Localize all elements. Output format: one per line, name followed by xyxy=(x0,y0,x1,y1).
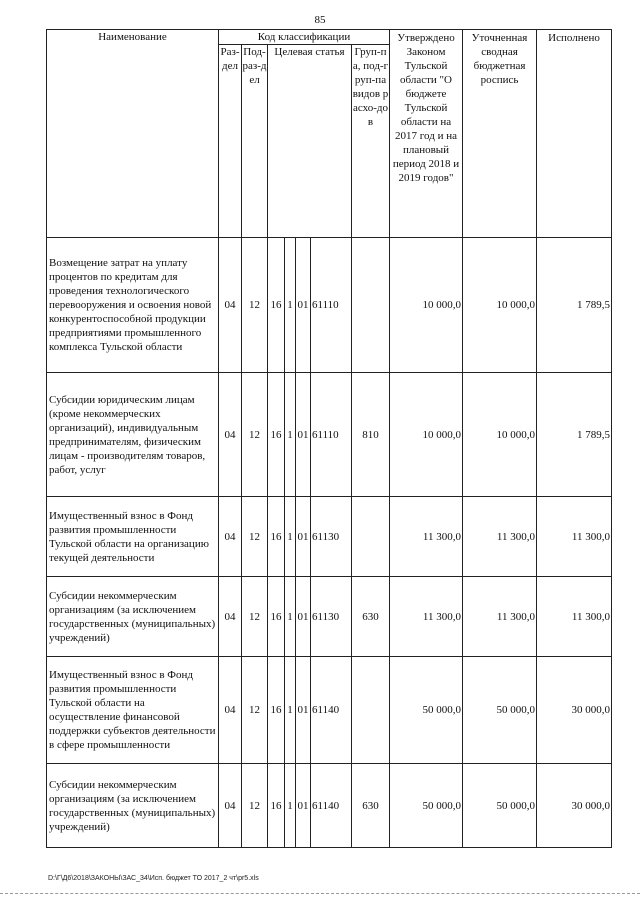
row-executed: 11 300,0 xyxy=(537,497,612,577)
row-subsection: 12 xyxy=(242,373,268,497)
row-name: Имущественный взнос в Фонд развития промышленности Тульской области на организацию текущей деятельности xyxy=(47,497,219,577)
row-approved: 10 000,0 xyxy=(390,373,463,497)
row-name: Субсидии юридическим лицам (кроме некоммерческих организаций), индивидуальным предпринимателям, физическим лицам - производителям товаров, работ, услуг xyxy=(47,373,219,497)
row-refined: 11 300,0 xyxy=(463,497,537,577)
row-section: 04 xyxy=(219,497,242,577)
header-refined: Уточненная сводная бюджетная роспись xyxy=(463,30,537,238)
row-section: 04 xyxy=(219,238,242,373)
row-name: Субсидии некоммерческим организациям (за исключением государственных (муниципальных) учреждений) xyxy=(47,577,219,657)
row-article-subprogram: 1 xyxy=(285,657,296,764)
row-name: Возмещение затрат на уплату процентов по кредитам для проведения технологического перевооружения и освоения новой конкурентоспособной продукции предприятиями промышленного комплекса Тульской области xyxy=(47,238,219,373)
row-refined: 11 300,0 xyxy=(463,577,537,657)
header-target-article: Целевая статья xyxy=(268,45,352,238)
table-row xyxy=(47,373,612,497)
row-article-event: 01 xyxy=(296,238,311,373)
header-code-group: Код классификации xyxy=(219,30,390,45)
row-article-program: 16 xyxy=(268,764,285,848)
row-article-event: 01 xyxy=(296,577,311,657)
row-article-direction: 61130 xyxy=(311,577,352,657)
page-edge-divider xyxy=(0,893,640,894)
row-expense-group xyxy=(352,238,390,373)
row-section: 04 xyxy=(219,577,242,657)
row-article-program: 16 xyxy=(268,577,285,657)
row-article-event: 01 xyxy=(296,497,311,577)
row-article-subprogram: 1 xyxy=(285,764,296,848)
row-approved: 50 000,0 xyxy=(390,657,463,764)
row-article-direction: 61140 xyxy=(311,657,352,764)
row-subsection: 12 xyxy=(242,497,268,577)
row-article-direction: 61110 xyxy=(311,373,352,497)
row-subsection: 12 xyxy=(242,764,268,848)
budget-execution-table xyxy=(46,29,612,848)
row-article-event: 01 xyxy=(296,657,311,764)
row-executed: 1 789,5 xyxy=(537,373,612,497)
row-article-subprogram: 1 xyxy=(285,238,296,373)
row-article-subprogram: 1 xyxy=(285,373,296,497)
row-executed: 30 000,0 xyxy=(537,657,612,764)
row-article-program: 16 xyxy=(268,497,285,577)
header-subsection: Под-раз-дел xyxy=(242,45,268,238)
row-section: 04 xyxy=(219,764,242,848)
row-refined: 10 000,0 xyxy=(463,238,537,373)
row-subsection: 12 xyxy=(242,657,268,764)
row-article-direction: 61140 xyxy=(311,764,352,848)
row-article-subprogram: 1 xyxy=(285,497,296,577)
header-executed: Исполнено xyxy=(537,30,612,238)
row-executed: 30 000,0 xyxy=(537,764,612,848)
page-number: 85 xyxy=(314,14,326,26)
row-section: 04 xyxy=(219,373,242,497)
row-approved: 11 300,0 xyxy=(390,497,463,577)
row-expense-group: 810 xyxy=(352,373,390,497)
row-approved: 10 000,0 xyxy=(390,238,463,373)
row-expense-group xyxy=(352,497,390,577)
table-row xyxy=(47,238,612,373)
header-approved: Утверждено Законом Тульской области "О бюджете Тульской области на 2017 год и на плановый период 2018 и 2019 годов" xyxy=(390,30,463,238)
row-article-event: 01 xyxy=(296,373,311,497)
row-executed: 1 789,5 xyxy=(537,238,612,373)
row-approved: 50 000,0 xyxy=(390,764,463,848)
row-expense-group: 630 xyxy=(352,764,390,848)
row-subsection: 12 xyxy=(242,238,268,373)
row-article-direction: 61110 xyxy=(311,238,352,373)
row-section: 04 xyxy=(219,657,242,764)
table-row xyxy=(47,577,612,657)
header-section: Раз-дел xyxy=(219,45,242,238)
row-executed: 11 300,0 xyxy=(537,577,612,657)
row-name: Субсидии некоммерческим организациям (за исключением государственных (муниципальных) учреждений) xyxy=(47,764,219,848)
row-article-event: 01 xyxy=(296,764,311,848)
row-article-direction: 61130 xyxy=(311,497,352,577)
row-refined: 10 000,0 xyxy=(463,373,537,497)
row-subsection: 12 xyxy=(242,577,268,657)
header-expense-group: Груп-па, под-груп-па видов расхо-дов xyxy=(352,45,390,238)
row-article-subprogram: 1 xyxy=(285,577,296,657)
row-refined: 50 000,0 xyxy=(463,657,537,764)
row-name: Имущественный взнос в Фонд развития промышленности Тульской области на осуществление финансовой поддержки субъектов деятельности в сфере промышленности xyxy=(47,657,219,764)
row-refined: 50 000,0 xyxy=(463,764,537,848)
table-row xyxy=(47,497,612,577)
row-approved: 11 300,0 xyxy=(390,577,463,657)
file-path-footer: D:\Г\Д6\2018\ЗАКОНЫ\ЗАС_34\Исп. бюджет ТО 2017_2 чт\pr5.xls xyxy=(48,875,259,882)
header-name: Наименование xyxy=(47,30,219,238)
row-article-program: 16 xyxy=(268,373,285,497)
table-row xyxy=(47,657,612,764)
table-row xyxy=(47,764,612,848)
row-article-program: 16 xyxy=(268,657,285,764)
row-expense-group xyxy=(352,657,390,764)
row-article-program: 16 xyxy=(268,238,285,373)
row-expense-group: 630 xyxy=(352,577,390,657)
